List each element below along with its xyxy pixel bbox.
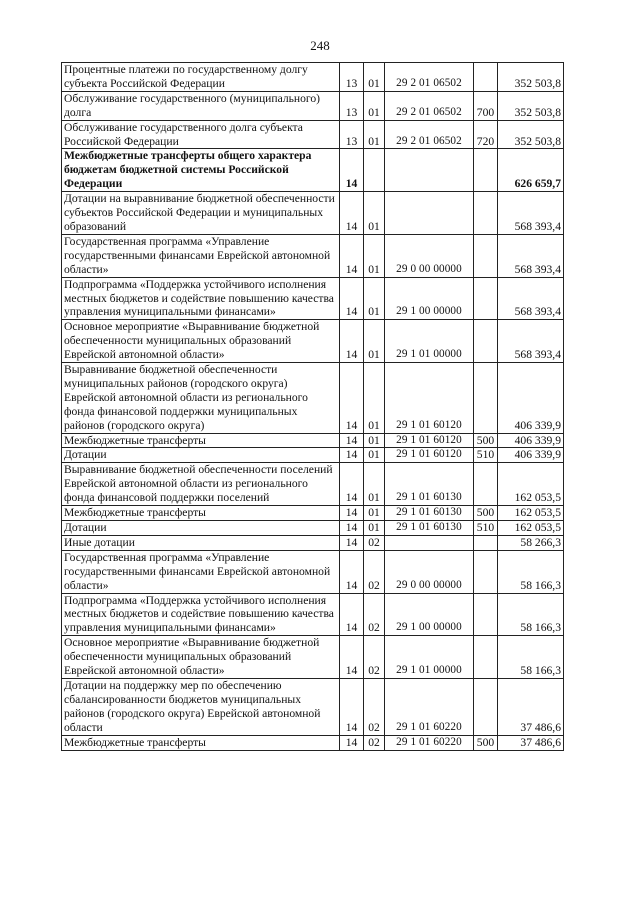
expense-type-cell: 510 bbox=[474, 521, 498, 536]
program-code-cell: 29 1 01 60130 bbox=[385, 463, 474, 506]
table-row bbox=[62, 149, 564, 192]
table-row bbox=[62, 363, 564, 434]
expense-type-cell bbox=[474, 550, 498, 593]
row-name-cell: Основное мероприятие «Выравнивание бюджетной обеспеченности муниципальных образований Еврейской автономной области» bbox=[62, 636, 340, 679]
program-code-cell bbox=[385, 192, 474, 235]
subsection-code-cell: 01 bbox=[364, 63, 385, 92]
page-number: 248 bbox=[310, 38, 330, 53]
expense-type-cell bbox=[474, 463, 498, 506]
row-name-cell: Межбюджетные трансферты bbox=[62, 506, 340, 521]
amount-cell: 162 053,5 bbox=[498, 463, 564, 506]
program-code-cell: 29 1 01 00000 bbox=[385, 636, 474, 679]
section-code-cell: 14 bbox=[340, 550, 364, 593]
row-name-cell: Межбюджетные трансферты bbox=[62, 735, 340, 750]
table-row bbox=[62, 63, 564, 92]
expense-type-cell bbox=[474, 678, 498, 735]
table-row bbox=[62, 234, 564, 277]
section-code-cell: 14 bbox=[340, 593, 364, 636]
section-code-cell: 14 bbox=[340, 192, 364, 235]
row-name-cell: Дотации bbox=[62, 521, 340, 536]
expense-type-cell bbox=[474, 149, 498, 192]
table-row bbox=[62, 550, 564, 593]
subsection-code-cell: 01 bbox=[364, 521, 385, 536]
subsection-code-cell: 02 bbox=[364, 593, 385, 636]
row-name-cell: Государственная программа «Управление государственными финансами Еврейской автономной области» bbox=[62, 550, 340, 593]
subsection-code-cell: 01 bbox=[364, 463, 385, 506]
section-code-cell: 14 bbox=[340, 448, 364, 463]
table-row bbox=[62, 463, 564, 506]
section-code-cell: 14 bbox=[340, 506, 364, 521]
expense-type-cell bbox=[474, 636, 498, 679]
subsection-code-cell: 01 bbox=[364, 320, 385, 363]
subsection-code-cell: 02 bbox=[364, 550, 385, 593]
program-code-cell: 29 1 01 60220 bbox=[385, 735, 474, 750]
row-name-cell: Межбюджетные трансферты общего характера бюджетам бюджетной системы Российской Федерации bbox=[62, 149, 340, 192]
row-name-cell: Дотации на выравнивание бюджетной обеспеченности субъектов Российской Федерации и муниципальных образований bbox=[62, 192, 340, 235]
expense-type-cell: 700 bbox=[474, 91, 498, 120]
subsection-code-cell: 01 bbox=[364, 506, 385, 521]
program-code-cell: 29 2 01 06502 bbox=[385, 63, 474, 92]
table-row bbox=[62, 91, 564, 120]
amount-cell: 37 486,6 bbox=[498, 678, 564, 735]
amount-cell: 626 659,7 bbox=[498, 149, 564, 192]
program-code-cell: 29 1 01 60130 bbox=[385, 506, 474, 521]
expense-type-cell bbox=[474, 234, 498, 277]
section-code-cell: 13 bbox=[340, 63, 364, 92]
program-code-cell: 29 1 01 60120 bbox=[385, 433, 474, 448]
table-row bbox=[62, 535, 564, 550]
section-code-cell: 14 bbox=[340, 149, 364, 192]
expense-type-cell bbox=[474, 593, 498, 636]
row-name-cell: Межбюджетные трансферты bbox=[62, 433, 340, 448]
amount-cell: 352 503,8 bbox=[498, 120, 564, 149]
section-code-cell: 14 bbox=[340, 678, 364, 735]
row-name-cell: Основное мероприятие «Выравнивание бюджетной обеспеченности муниципальных образований Еврейской автономной области» bbox=[62, 320, 340, 363]
section-code-cell: 14 bbox=[340, 521, 364, 536]
section-code-cell: 14 bbox=[340, 535, 364, 550]
program-code-cell: 29 1 00 00000 bbox=[385, 593, 474, 636]
table-row bbox=[62, 593, 564, 636]
amount-cell: 162 053,5 bbox=[498, 506, 564, 521]
amount-cell: 37 486,6 bbox=[498, 735, 564, 750]
program-code-cell: 29 0 00 00000 bbox=[385, 234, 474, 277]
expense-type-cell: 510 bbox=[474, 448, 498, 463]
program-code-cell: 29 1 01 00000 bbox=[385, 320, 474, 363]
section-code-cell: 14 bbox=[340, 636, 364, 679]
table-row bbox=[62, 192, 564, 235]
expense-type-cell bbox=[474, 192, 498, 235]
amount-cell: 406 339,9 bbox=[498, 363, 564, 434]
budget-table bbox=[61, 62, 564, 751]
table-row bbox=[62, 433, 564, 448]
amount-cell: 568 393,4 bbox=[498, 277, 564, 320]
program-code-cell: 29 2 01 06502 bbox=[385, 120, 474, 149]
section-code-cell: 14 bbox=[340, 234, 364, 277]
program-code-cell: 29 1 01 60120 bbox=[385, 363, 474, 434]
section-code-cell: 13 bbox=[340, 91, 364, 120]
program-code-cell: 29 1 01 60130 bbox=[385, 521, 474, 536]
section-code-cell: 13 bbox=[340, 120, 364, 149]
row-name-cell: Обслуживание государственного (муниципального) долга bbox=[62, 91, 340, 120]
subsection-code-cell: 01 bbox=[364, 433, 385, 448]
section-code-cell: 14 bbox=[340, 463, 364, 506]
program-code-cell: 29 2 01 06502 bbox=[385, 91, 474, 120]
section-code-cell: 14 bbox=[340, 277, 364, 320]
section-code-cell: 14 bbox=[340, 433, 364, 448]
table-row bbox=[62, 277, 564, 320]
program-code-cell: 29 1 01 60220 bbox=[385, 678, 474, 735]
amount-cell: 406 339,9 bbox=[498, 448, 564, 463]
amount-cell: 568 393,4 bbox=[498, 320, 564, 363]
amount-cell: 58 266,3 bbox=[498, 535, 564, 550]
section-code-cell: 14 bbox=[340, 363, 364, 434]
table-row bbox=[62, 320, 564, 363]
amount-cell: 58 166,3 bbox=[498, 636, 564, 679]
expense-type-cell bbox=[474, 277, 498, 320]
row-name-cell: Государственная программа «Управление государственными финансами Еврейской автономной области» bbox=[62, 234, 340, 277]
row-name-cell: Процентные платежи по государственному долгу субъекта Российской Федерации bbox=[62, 63, 340, 92]
subsection-code-cell: 01 bbox=[364, 192, 385, 235]
subsection-code-cell: 01 bbox=[364, 91, 385, 120]
amount-cell: 58 166,3 bbox=[498, 593, 564, 636]
table-row bbox=[62, 521, 564, 536]
row-name-cell: Выравнивание бюджетной обеспеченности муниципальных районов (городского округа) Еврейской автономной области из регионального фонда финансовой поддержки муниципальных районов (городского округа) bbox=[62, 363, 340, 434]
amount-cell: 162 053,5 bbox=[498, 521, 564, 536]
row-name-cell: Подпрограмма «Поддержка устойчивого исполнения местных бюджетов и содействие повышению качества управления муниципальными финансами» bbox=[62, 593, 340, 636]
expense-type-cell bbox=[474, 535, 498, 550]
amount-cell: 568 393,4 bbox=[498, 192, 564, 235]
table-row bbox=[62, 678, 564, 735]
row-name-cell: Дотации bbox=[62, 448, 340, 463]
subsection-code-cell: 01 bbox=[364, 277, 385, 320]
amount-cell: 58 166,3 bbox=[498, 550, 564, 593]
amount-cell: 352 503,8 bbox=[498, 91, 564, 120]
expense-type-cell: 500 bbox=[474, 735, 498, 750]
row-name-cell: Подпрограмма «Поддержка устойчивого исполнения местных бюджетов и содействие повышению качества управления муниципальными финансами» bbox=[62, 277, 340, 320]
program-code-cell bbox=[385, 149, 474, 192]
subsection-code-cell bbox=[364, 149, 385, 192]
expense-type-cell: 720 bbox=[474, 120, 498, 149]
section-code-cell: 14 bbox=[340, 320, 364, 363]
program-code-cell: 29 0 00 00000 bbox=[385, 550, 474, 593]
table-row bbox=[62, 506, 564, 521]
section-code-cell: 14 bbox=[340, 735, 364, 750]
expense-type-cell bbox=[474, 320, 498, 363]
amount-cell: 406 339,9 bbox=[498, 433, 564, 448]
expense-type-cell: 500 bbox=[474, 433, 498, 448]
subsection-code-cell: 01 bbox=[364, 363, 385, 434]
table-row bbox=[62, 120, 564, 149]
table-row bbox=[62, 735, 564, 750]
subsection-code-cell: 02 bbox=[364, 678, 385, 735]
row-name-cell: Дотации на поддержку мер по обеспечению сбалансированности бюджетов муниципальных районов (городского округа) Еврейской автономной области bbox=[62, 678, 340, 735]
program-code-cell: 29 1 00 00000 bbox=[385, 277, 474, 320]
subsection-code-cell: 02 bbox=[364, 636, 385, 679]
subsection-code-cell: 02 bbox=[364, 735, 385, 750]
subsection-code-cell: 02 bbox=[364, 535, 385, 550]
row-name-cell: Обслуживание государственного долга субъекта Российской Федерации bbox=[62, 120, 340, 149]
table-row bbox=[62, 448, 564, 463]
subsection-code-cell: 01 bbox=[364, 234, 385, 277]
expense-type-cell bbox=[474, 63, 498, 92]
amount-cell: 352 503,8 bbox=[498, 63, 564, 92]
amount-cell: 568 393,4 bbox=[498, 234, 564, 277]
subsection-code-cell: 01 bbox=[364, 448, 385, 463]
table-row bbox=[62, 636, 564, 679]
program-code-cell: 29 1 01 60120 bbox=[385, 448, 474, 463]
row-name-cell: Выравнивание бюджетной обеспеченности поселений Еврейской автономной области из регионального фонда финансовой поддержки поселений bbox=[62, 463, 340, 506]
program-code-cell bbox=[385, 535, 474, 550]
expense-type-cell bbox=[474, 363, 498, 434]
row-name-cell: Иные дотации bbox=[62, 535, 340, 550]
subsection-code-cell: 01 bbox=[364, 120, 385, 149]
expense-type-cell: 500 bbox=[474, 506, 498, 521]
